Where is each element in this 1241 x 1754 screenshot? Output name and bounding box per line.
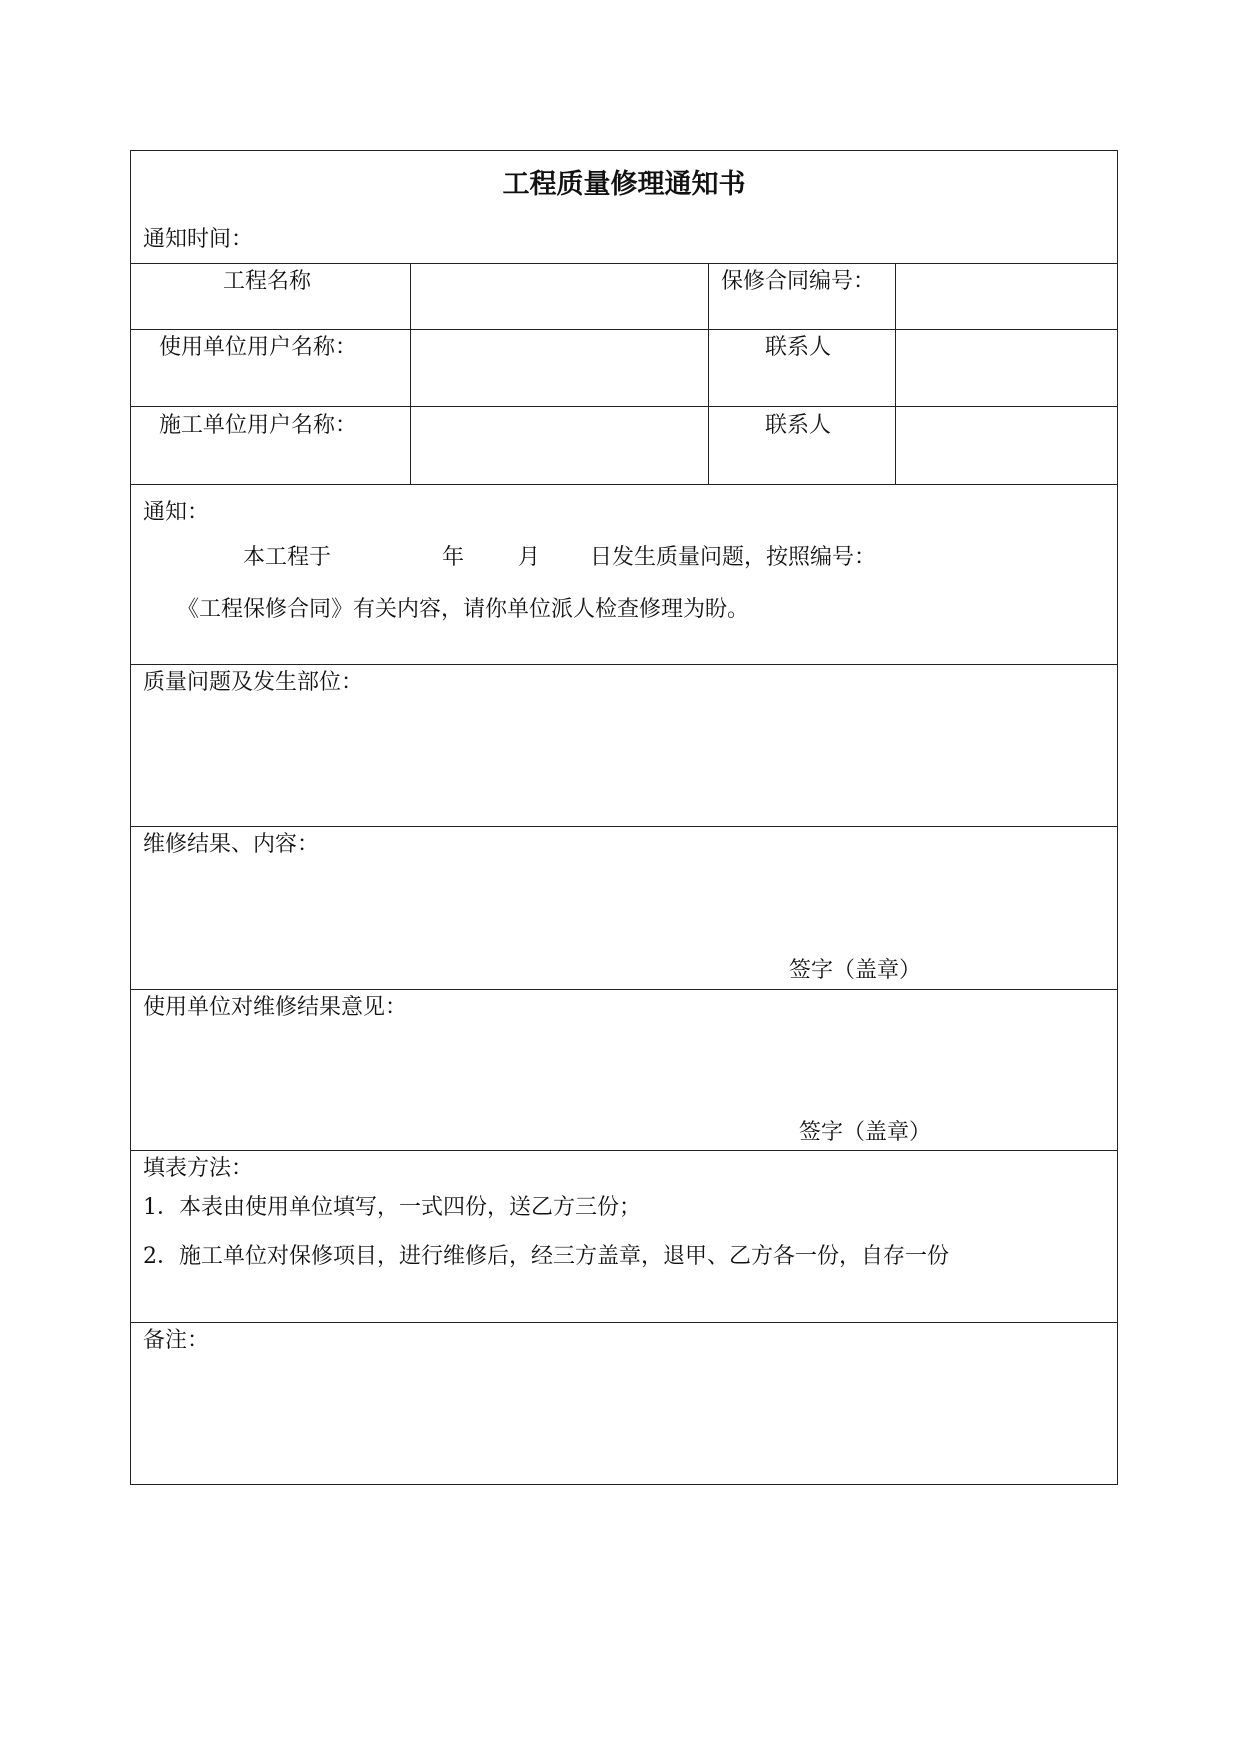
divider xyxy=(131,263,1117,264)
repair-result-field[interactable] xyxy=(143,863,1103,953)
construction-contact-label: 联系人 xyxy=(765,413,832,438)
divider xyxy=(131,484,1117,485)
user-opinion-field[interactable] xyxy=(143,1026,1103,1116)
notice-time-field[interactable] xyxy=(381,223,1101,255)
divider xyxy=(131,826,1117,827)
divider xyxy=(131,989,1117,990)
grid-divider xyxy=(410,263,411,484)
notice-month: 月 xyxy=(518,545,541,570)
divider xyxy=(131,1322,1117,1323)
quality-issue-field[interactable] xyxy=(143,701,1103,821)
divider xyxy=(131,406,1117,407)
remarks-label: 备注： xyxy=(143,1328,210,1353)
user-contact-label: 联系人 xyxy=(765,335,832,360)
divider xyxy=(131,1150,1117,1151)
project-name-field[interactable] xyxy=(412,265,706,327)
remarks-field[interactable] xyxy=(143,1359,1103,1474)
user-opinion-label: 使用单位对维修结果意见： xyxy=(143,995,408,1020)
form-title: 工程质量修理通知书 xyxy=(502,169,746,200)
notice-time-label: 通知时间： xyxy=(143,227,254,252)
repair-notice-form xyxy=(130,150,1118,1485)
user-unit-name-label: 使用单位用户名称： xyxy=(159,335,358,360)
divider xyxy=(131,664,1117,665)
notice-line2: 《工程保修合同》有关内容，请你单位派人检查修理为盼。 xyxy=(177,597,750,622)
instructions-label: 填表方法： xyxy=(143,1156,254,1181)
warranty-contract-no-field[interactable] xyxy=(897,265,1115,327)
notice-line1-prefix: 本工程于 xyxy=(243,545,332,570)
grid-divider xyxy=(895,263,896,484)
instruction-item-2: 2．施工单位对保修项目，进行维修后，经三方盖章，退甲、乙方各一份，自存一份 xyxy=(143,1244,949,1269)
grid-divider xyxy=(708,263,709,484)
quality-issue-label: 质量问题及发生部位： xyxy=(143,670,364,695)
instruction-item-1: 1．本表由使用单位填写，一式四份，送乙方三份； xyxy=(143,1195,641,1220)
notice-year: 年 xyxy=(442,545,465,570)
repair-signature: 签字（盖章） xyxy=(789,958,922,983)
notice-line1-suffix: 日发生质量问题，按照编号： xyxy=(590,545,877,570)
user-contact-field[interactable] xyxy=(897,331,1115,404)
construction-unit-name-field[interactable] xyxy=(412,408,706,482)
notice-label: 通知： xyxy=(143,500,210,525)
user-unit-name-field[interactable] xyxy=(412,331,706,404)
repair-result-label: 维修结果、内容： xyxy=(143,832,320,857)
user-signature: 签字（盖章） xyxy=(799,1120,932,1145)
warranty-contract-no-label: 保修合同编号： xyxy=(721,269,876,294)
construction-unit-name-label: 施工单位用户名称： xyxy=(159,413,358,438)
divider xyxy=(131,329,1117,330)
project-name-label: 工程名称 xyxy=(223,269,312,294)
construction-contact-field[interactable] xyxy=(897,408,1115,482)
